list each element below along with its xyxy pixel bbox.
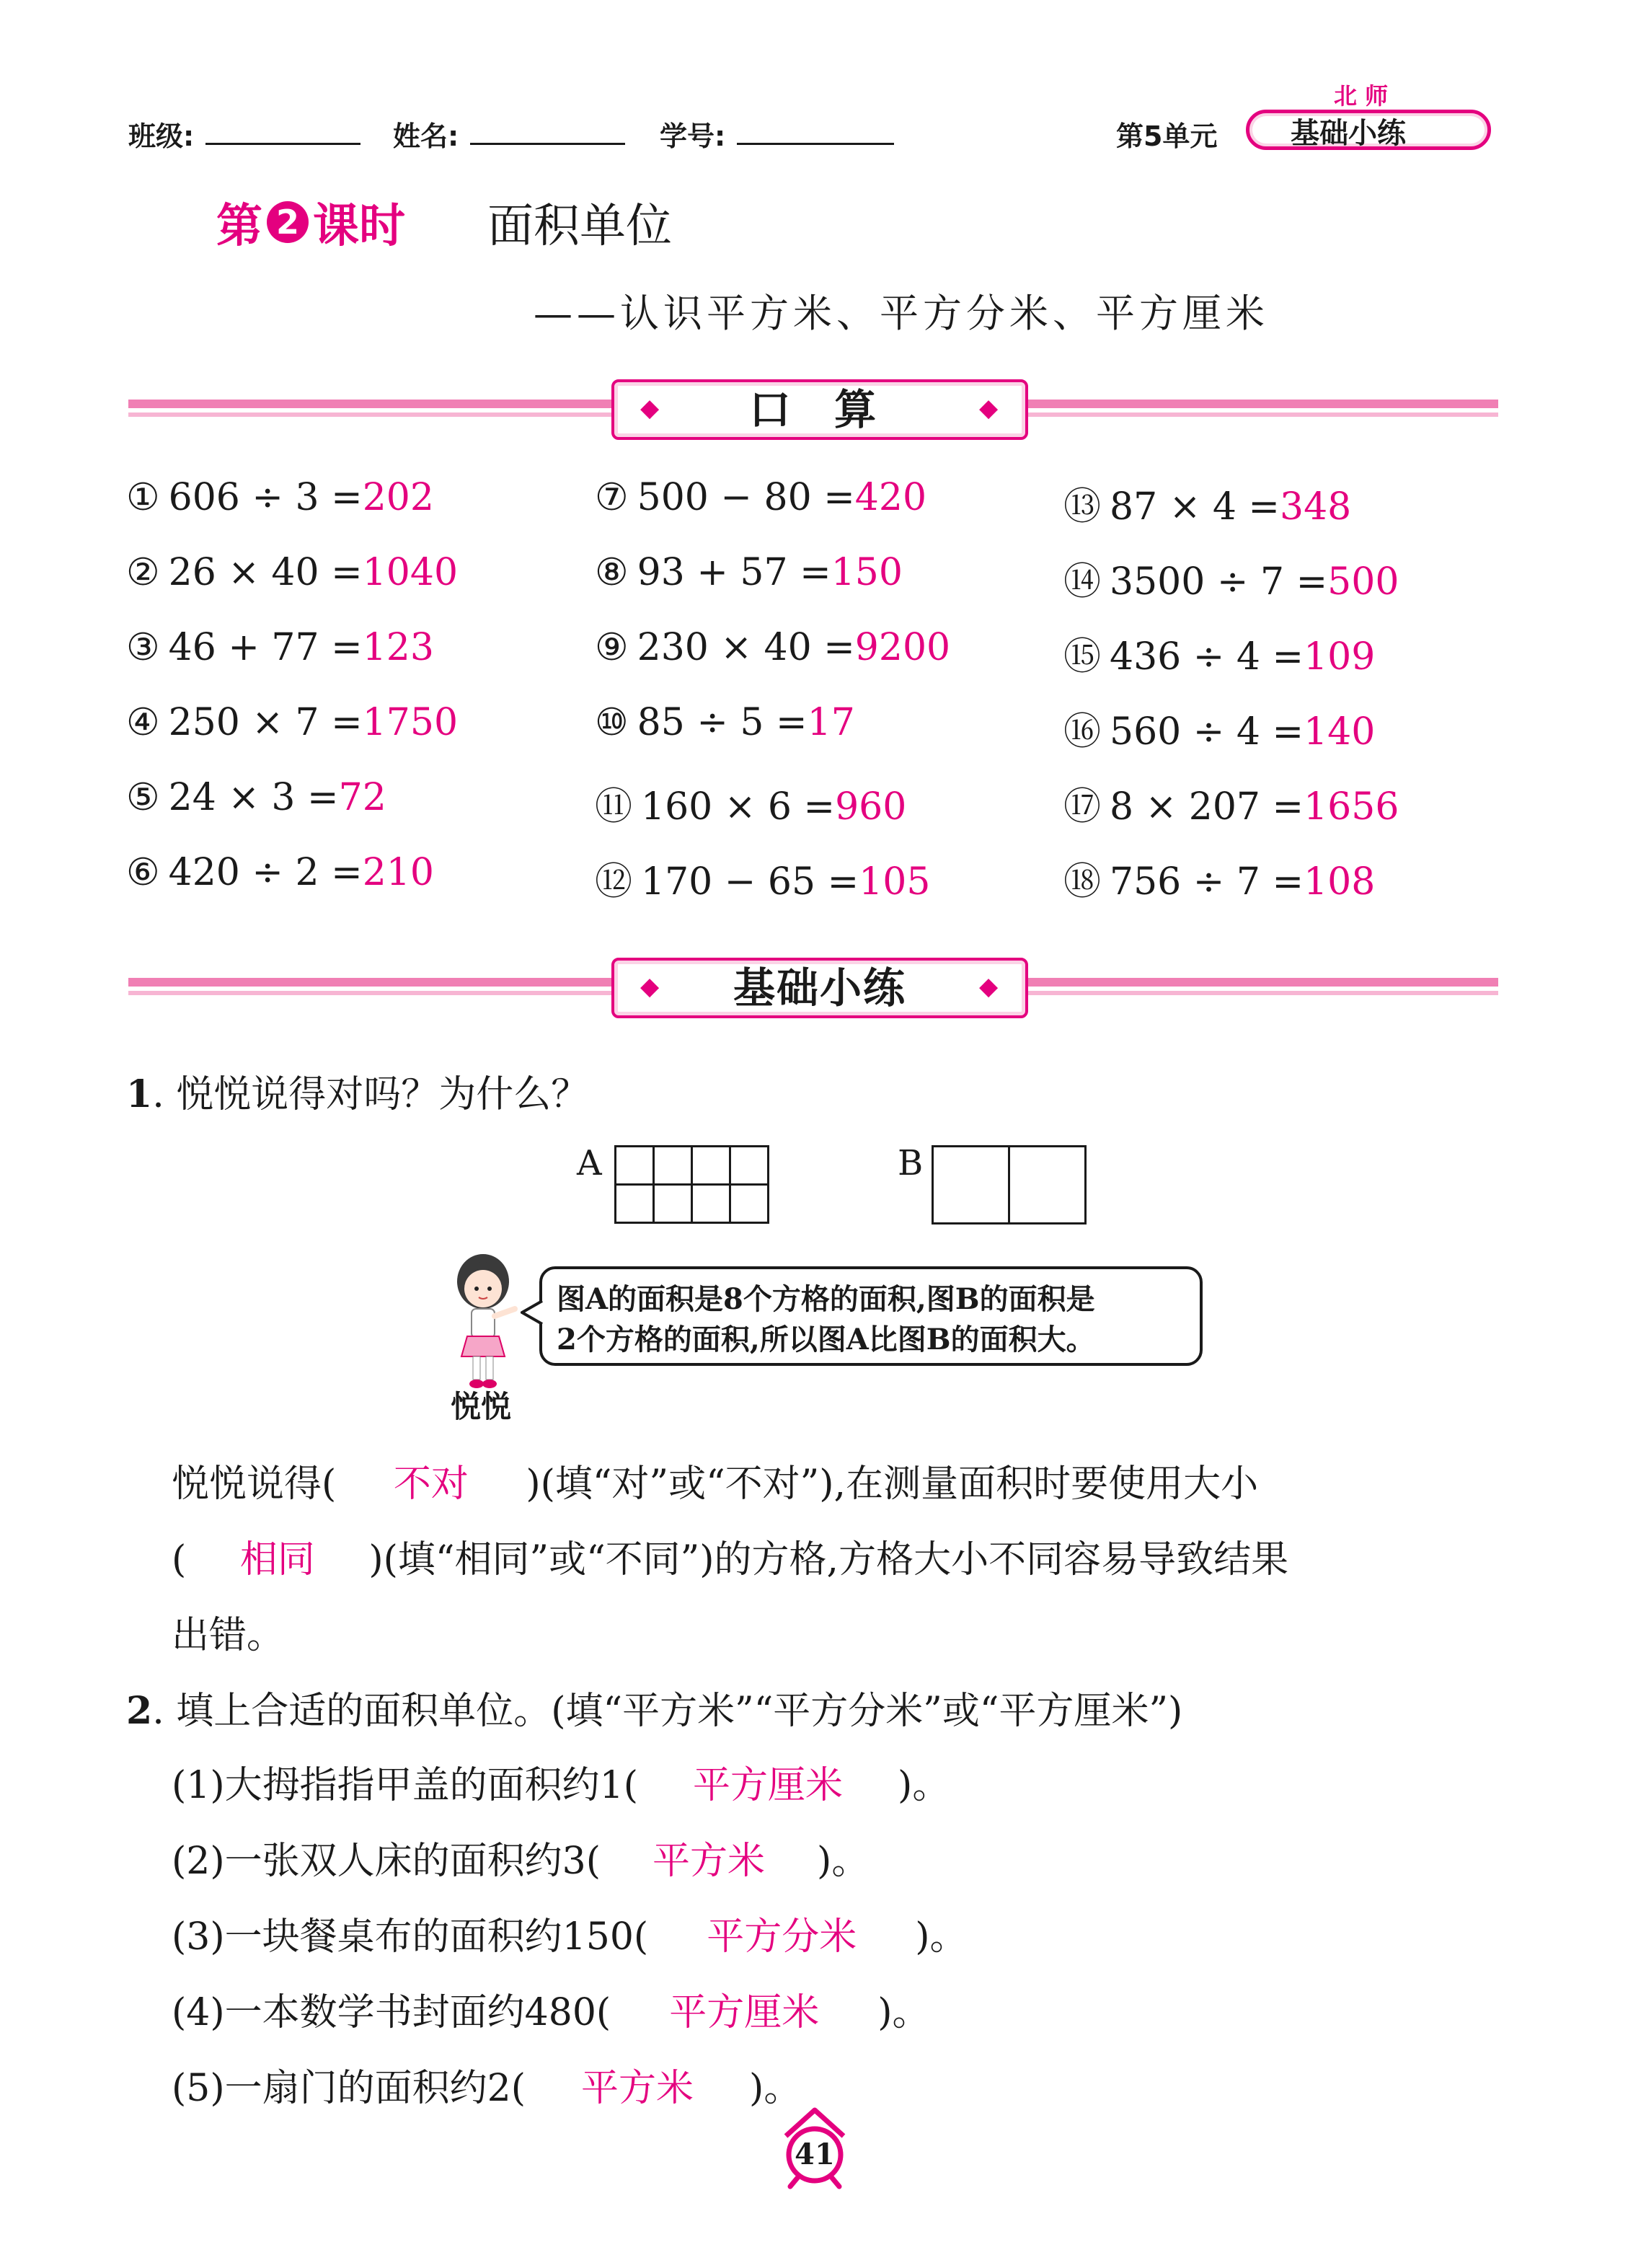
question-number: 1: [126, 1072, 153, 1116]
diamond-icon: ◆: [979, 394, 999, 423]
number-blank: [737, 143, 894, 145]
q1-answer-line-2: ( 相同 )(填“相同”或“不同”)的方格,方格大小不同容易导致结果: [172, 1529, 1288, 1583]
q2-item-5: (5)一扇门的面积约2( 平方米 )。: [172, 2057, 801, 2112]
grid-b: [932, 1145, 1087, 1225]
section-box-basic: [611, 958, 1028, 1018]
q2-answer-blank[interactable]: 平方分米: [707, 1915, 857, 1959]
q2-item-2: (2)一张双人床的面积约3( 平方米 )。: [172, 1830, 869, 1884]
calc-item: ⑯ 560 ÷ 4 =140: [1063, 710, 1376, 754]
grid-b-label: B: [898, 1143, 924, 1183]
calc-item: ⑱ 756 ÷ 7 =108: [1063, 860, 1376, 904]
question-2-prompt: 2. 填上合适的面积单位。(填“平方米”“平方分米”或“平方厘米”): [126, 1689, 1183, 1733]
q2-answer-blank[interactable]: 平方厘米: [693, 1764, 844, 1807]
q2-item-4: (4)一本数学书封面约480( 平方厘米 )。: [172, 1982, 930, 2036]
calc-item: ⑭ 3500 ÷ 7 =500: [1063, 560, 1399, 604]
oral-calc-column-3: [1063, 476, 1399, 926]
calc-item: ⑧ 93 + 57 =150: [595, 551, 903, 594]
calc-item: ① 606 ÷ 3 =202: [126, 476, 434, 519]
section-title-oral: 口 算: [748, 385, 891, 434]
calc-item: ③ 46 + 77 =123: [126, 626, 434, 669]
page-subtitle: ——认识平方米、平方分米、平方厘米: [534, 291, 1269, 336]
page-number: 41: [795, 2137, 835, 2171]
bubble-pointer: [521, 1298, 544, 1327]
question-1-prompt: 1. 悦悦说得对吗？为什么？: [126, 1072, 589, 1116]
yueyue-girl-illustration: [440, 1251, 526, 1395]
brand-main: 基础小练: [1291, 117, 1406, 150]
class-blank: [205, 143, 360, 145]
grid-a-label: A: [577, 1143, 602, 1183]
lesson-prefix: 第: [216, 200, 262, 253]
oral-calc-column-1: [126, 476, 458, 926]
lesson-number-circle: 2: [267, 201, 309, 243]
q2-answer-blank[interactable]: 平方厘米: [669, 1991, 820, 2034]
girl-name-label: 悦悦: [451, 1389, 512, 1424]
section-title-basic: 基础小练: [733, 963, 906, 1012]
name-blank: [470, 143, 625, 145]
q2-answer-blank[interactable]: 平方米: [581, 2067, 694, 2110]
question-number: 2: [126, 1689, 153, 1733]
calc-item: ⑥ 420 ÷ 2 =210: [126, 851, 434, 894]
bubble-line-2: 2个方格的面积,所以图A比图B的面积大。: [557, 1323, 1095, 1356]
q2-item-3: (3)一块餐桌布的面积约150( 平方分米 )。: [172, 1906, 968, 1960]
number-label: 学号:: [660, 120, 726, 152]
q1-answer-blank-1[interactable]: 不对: [393, 1462, 469, 1506]
calc-item: ⑨ 230 × 40 =9200: [595, 626, 951, 669]
q1-answer-line-3: 出错。: [172, 1614, 285, 1657]
section-box-oral: [611, 379, 1028, 440]
q1-answer-line-1: 悦悦说得( 不对 )(填“对”或“不对”),在测量面积时要使用大小: [172, 1453, 1258, 1507]
q1-answer-blank-2[interactable]: 相同: [239, 1538, 315, 1581]
brand-top: 北 师: [1334, 82, 1389, 110]
calc-item: ⑬ 87 × 4 =348: [1063, 485, 1352, 529]
bubble-line-1: 图A的面积是8个方格的面积,图B的面积是: [557, 1282, 1095, 1316]
page-title: 面积单位: [487, 200, 672, 253]
lesson-badge: [216, 189, 405, 255]
calc-item: ④ 250 × 7 =1750: [126, 701, 459, 744]
class-label: 班级:: [128, 120, 195, 152]
calc-item: ② 26 × 40 =1040: [126, 551, 459, 594]
speech-bubble: [539, 1266, 1203, 1366]
calc-item: ⑮ 436 ÷ 4 =109: [1063, 635, 1376, 679]
unit-label: 第5单元: [1116, 120, 1218, 152]
name-label: 姓名:: [393, 120, 459, 152]
calc-item: ⑪ 160 × 6 =960: [595, 785, 907, 829]
calc-item: ⑩ 85 ÷ 5 =17: [595, 701, 855, 744]
q2-item-1: (1)大拇指指甲盖的面积约1( 平方厘米 )。: [172, 1755, 950, 1809]
calc-item: ⑫ 170 − 65 =105: [595, 860, 931, 904]
calc-item: ⑰ 8 × 207 =1656: [1063, 785, 1399, 829]
calc-item: ⑤ 24 × 3 =72: [126, 776, 386, 819]
diamond-icon: ◆: [640, 972, 660, 1001]
diamond-icon: ◆: [640, 394, 660, 423]
diamond-icon: ◆: [979, 972, 999, 1001]
oral-calc-column-2: [595, 476, 950, 926]
grid-a: [614, 1145, 769, 1224]
lesson-suffix: 课时: [313, 200, 405, 253]
q2-answer-blank[interactable]: 平方米: [652, 1840, 766, 1883]
calc-item: ⑦ 500 − 80 =420: [595, 476, 927, 519]
